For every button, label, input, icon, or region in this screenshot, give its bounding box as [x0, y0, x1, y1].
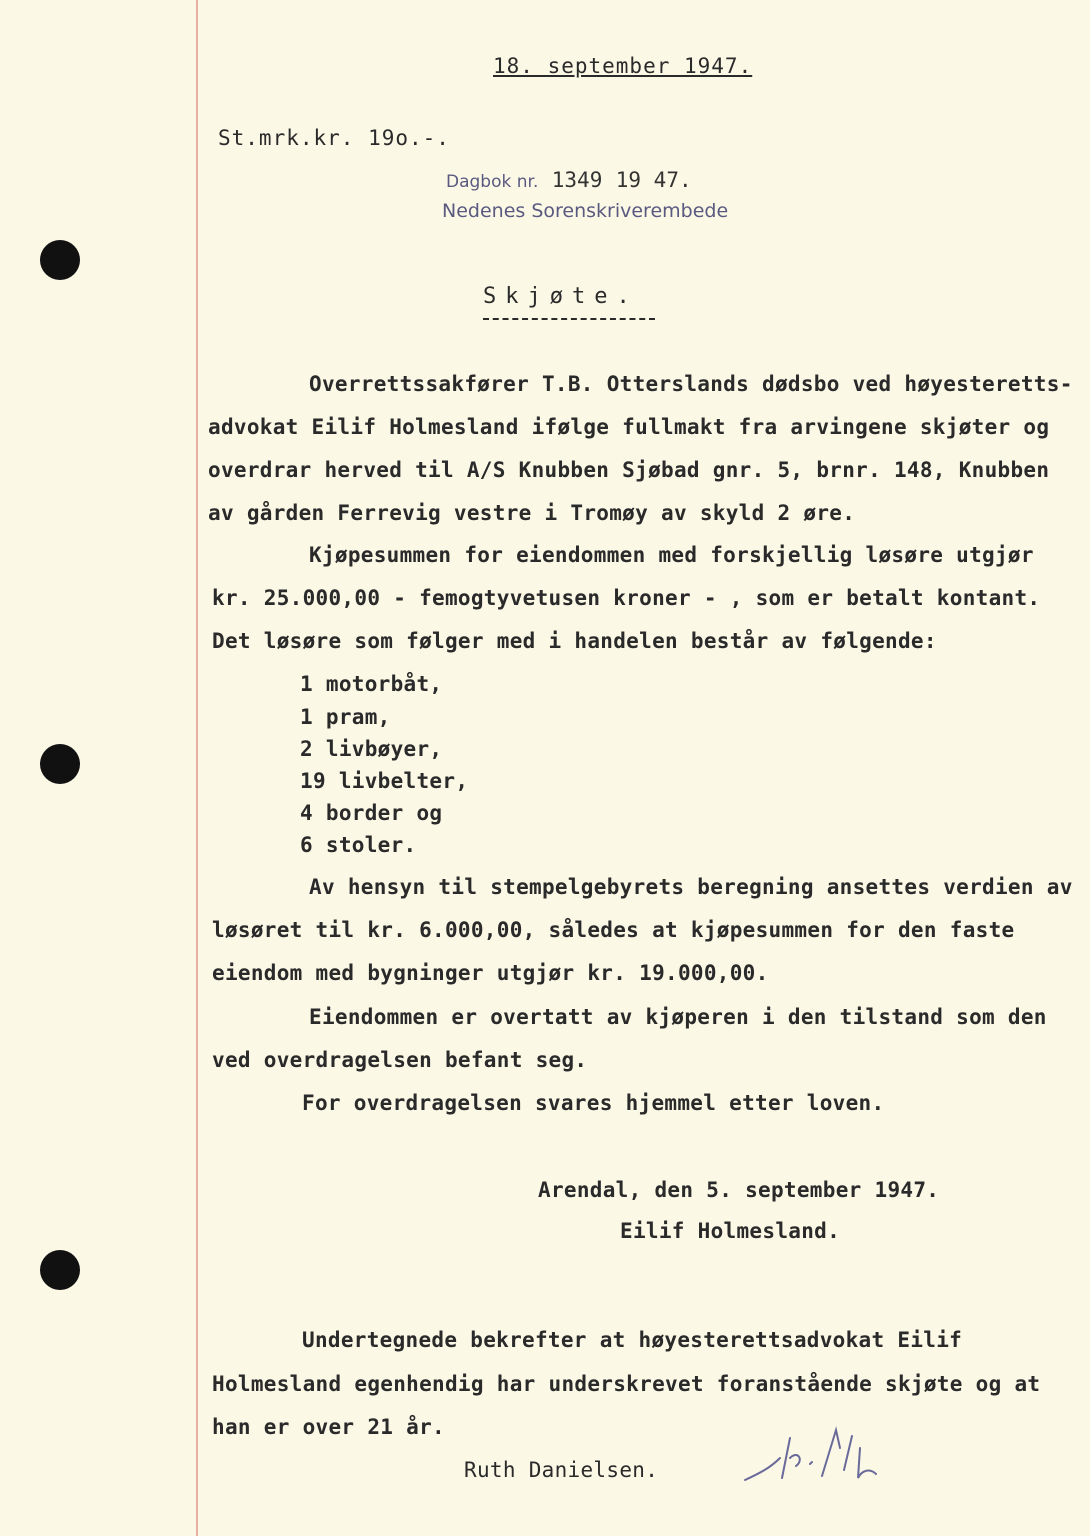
- document-title: Skjøte.: [483, 284, 639, 309]
- handwritten-signature-icon: [740, 1418, 890, 1498]
- punch-hole-icon: [40, 744, 80, 784]
- signer-name: Eilif Holmesland.: [620, 1219, 841, 1243]
- text-line: For overdragelsen svares hjemmel etter loven.: [302, 1091, 885, 1115]
- text-line: Holmesland egenhendig har underskrevet foranstående skjøte og at: [212, 1372, 1041, 1396]
- text-line: Det løsøre som følger med i handelen består av følgende:: [212, 629, 937, 653]
- text-line: kr. 25.000,00 - femogtyvetusen kroner - , som er betalt kontant.: [212, 586, 1041, 610]
- text-line: Av hensyn til stempelgebyrets beregning ansettes verdien av: [309, 875, 1073, 899]
- text-line: Undertegnede bekrefter at høyesterettsadvokat Eilif: [302, 1328, 963, 1352]
- text-line: ved overdragelsen befant seg.: [212, 1048, 588, 1072]
- list-item: 19 livbelter,: [300, 769, 469, 793]
- text-line: advokat Eilif Holmesland ifølge fullmakt fra arvingene skjøter og: [208, 415, 1050, 439]
- list-item: 1 motorbåt,: [300, 672, 443, 696]
- text-line: Eiendommen er overtatt av kjøperen i den tilstand som den: [309, 1005, 1047, 1029]
- punch-hole-icon: [40, 1250, 80, 1290]
- journal-label: Dagbok nr.: [446, 172, 539, 192]
- list-item: 6 stoler.: [300, 833, 417, 857]
- list-item: 4 border og: [300, 801, 443, 825]
- punch-hole-icon: [40, 240, 80, 280]
- title-underline: [483, 318, 655, 320]
- text-line: Overrettssakfører T.B. Otterslands dødsbo ved høyesteretts-: [309, 372, 1073, 396]
- stamp-fee: St.mrk.kr. 19o.-.: [218, 126, 450, 150]
- text-line: løsøret til kr. 6.000,00, således at kjøpesummen for den faste: [212, 918, 1015, 942]
- place-date: Arendal, den 5. september 1947.: [538, 1178, 940, 1202]
- text-line: han er over 21 år.: [212, 1415, 445, 1439]
- journal-year: 19 47.: [615, 168, 692, 192]
- journal-stamp: [446, 168, 692, 192]
- margin-line: [196, 0, 198, 1536]
- text-line: av gården Ferrevig vestre i Tromøy av skyld 2 øre.: [208, 501, 856, 525]
- date-heading: 18. september 1947.: [493, 54, 753, 78]
- text-line: eiendom med bygninger utgjør kr. 19.000,00.: [212, 961, 769, 985]
- text-line: overdrar herved til A/S Knubben Sjøbad gnr. 5, brnr. 148, Knubben: [208, 458, 1050, 482]
- witness-name: Ruth Danielsen.: [464, 1458, 659, 1482]
- office-stamp: Nedenes Sorenskriverembede: [442, 200, 729, 222]
- text-line: Kjøpesummen for eiendommen med forskjellig løsøre utgjør: [309, 543, 1034, 567]
- list-item: 1 pram,: [300, 705, 391, 729]
- journal-number: 1349: [551, 168, 603, 192]
- list-item: 2 livbøyer,: [300, 737, 443, 761]
